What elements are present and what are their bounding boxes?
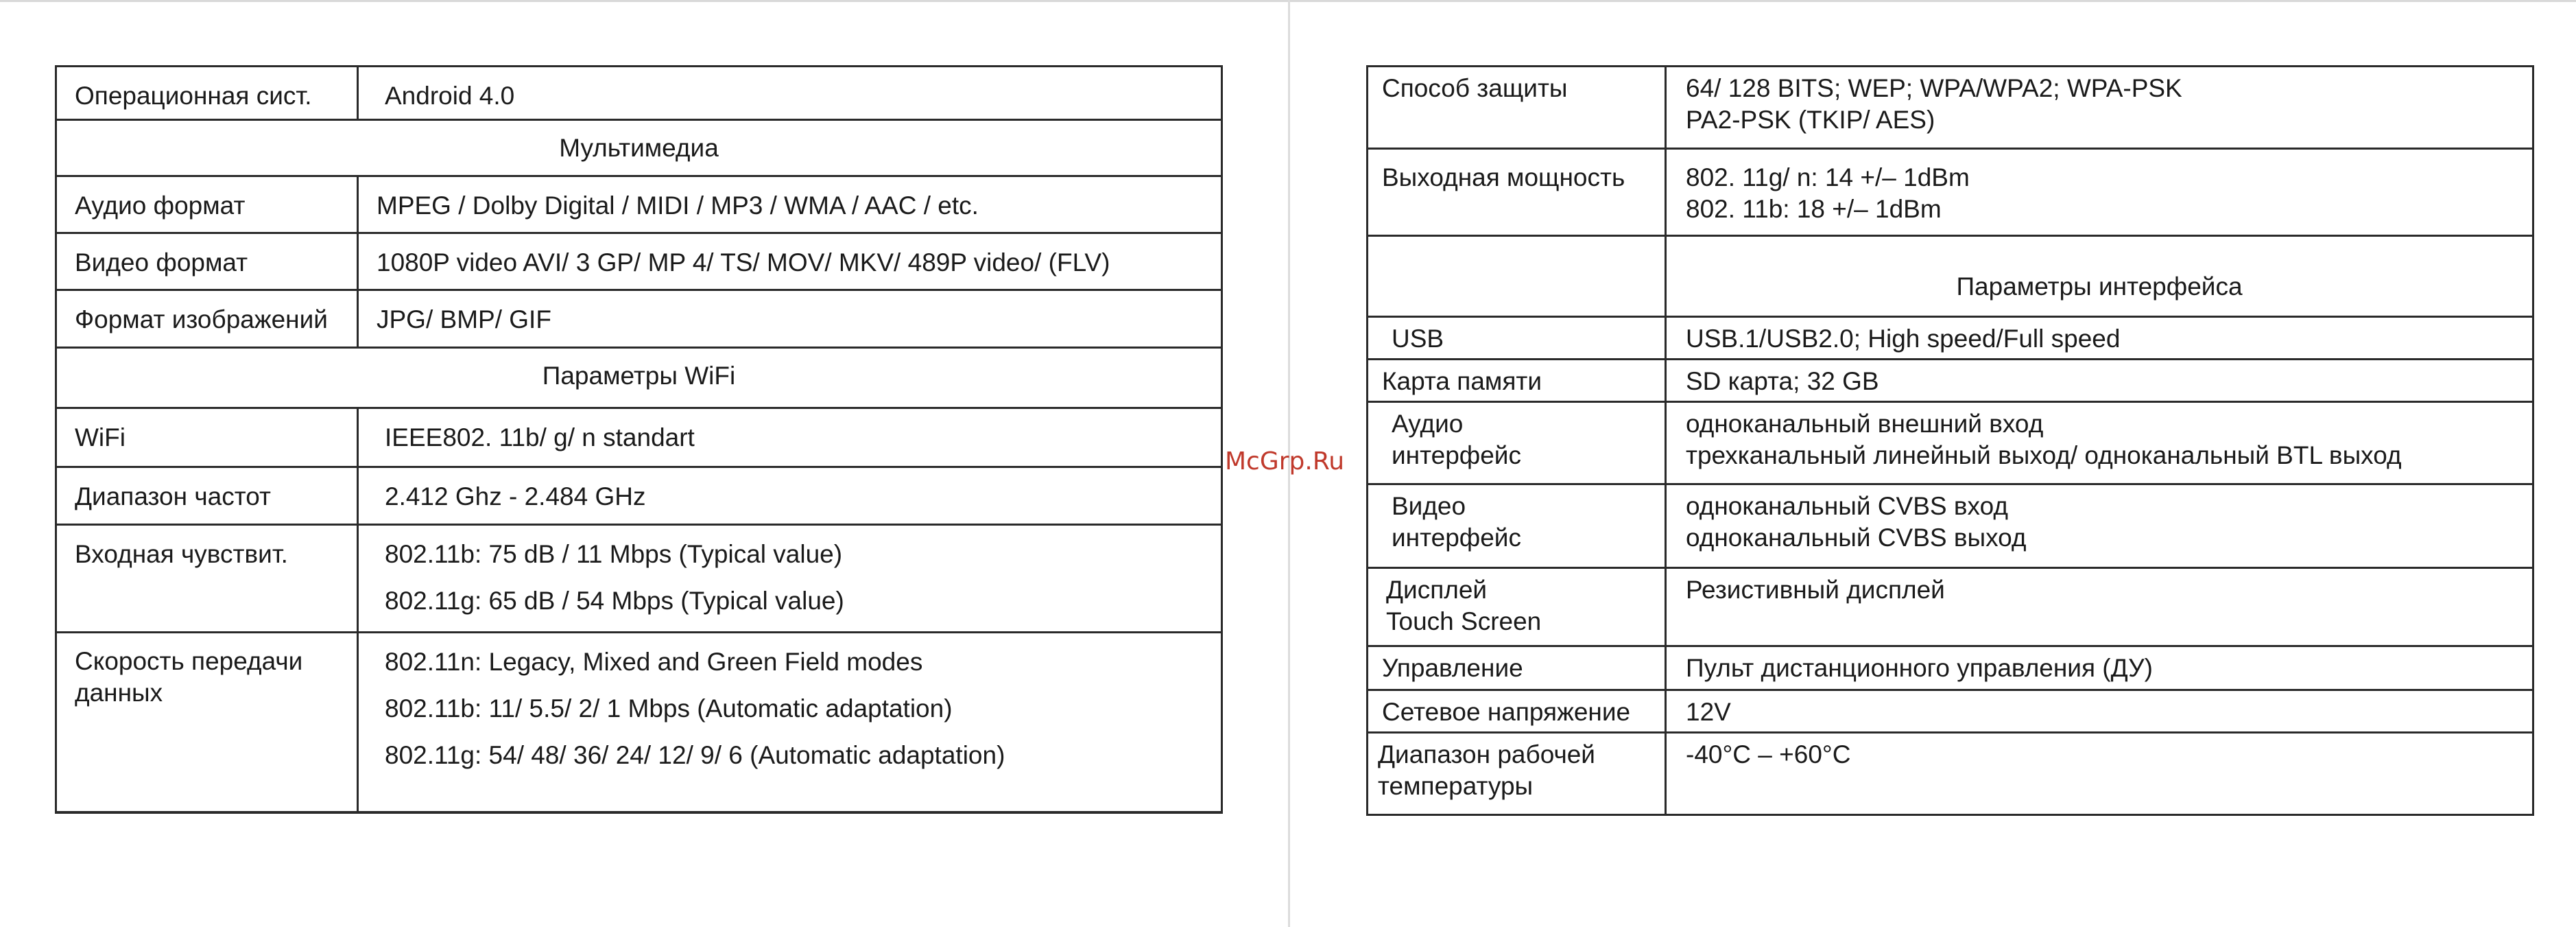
- table-row: [1368, 67, 2533, 149]
- spec-value: MPEG / Dolby Digital / MIDI / MP3 / WMA / AAC / etc.: [358, 176, 1222, 233]
- spec-value: JPG/ BMP/ GIF: [358, 290, 1222, 348]
- table-row: [56, 408, 1222, 467]
- spec-value: USB.1/USB2.0; High speed/Full speed: [1666, 317, 2533, 360]
- section-header: Параметры интерфейса: [1666, 236, 2533, 317]
- spec-label: Видео интерфейс: [1368, 484, 1666, 568]
- spec-value: Android 4.0: [358, 67, 1222, 120]
- spec-label: Диапазон частот: [56, 467, 358, 525]
- spec-value: 802.11b: 75 dB / 11 Mbps (Typical value) 802.11g: 65 dB / 54 Mbps (Typical value): [358, 525, 1222, 633]
- spec-value: одноканальный внешний вход трехканальный линейный выход/ одноканальный BTL выход: [1666, 402, 2533, 484]
- spec-value: Пульт дистанционного управления (ДУ): [1666, 646, 2533, 690]
- table-row: [1368, 360, 2533, 402]
- table-row: [56, 67, 1222, 120]
- spec-label: Карта памяти: [1368, 360, 1666, 402]
- spec-value: Резистивный дисплей: [1666, 568, 2533, 646]
- section-empty-cell: [1368, 236, 1666, 317]
- spec-value: 12V: [1666, 690, 2533, 733]
- table-row: [1368, 733, 2533, 815]
- spec-label: Выходная мощность: [1368, 149, 1666, 236]
- left-spec-table: [55, 65, 1223, 814]
- spec-value: 802. 11g/ n: 14 +/– 1dBm 802. 11b: 18 +/– 1dBm: [1666, 149, 2533, 236]
- spec-value: одноканальный CVBS вход одноканальный CVBS выход: [1666, 484, 2533, 568]
- spec-label: Способ защиты: [1368, 67, 1666, 149]
- table-row: [56, 525, 1222, 633]
- table-row: [56, 176, 1222, 233]
- section-header: Параметры WiFi: [56, 348, 1222, 408]
- table-row: [1368, 317, 2533, 360]
- table-row: [1368, 646, 2533, 690]
- table-row: [56, 233, 1222, 290]
- spec-label: Входная чувствит.: [56, 525, 358, 633]
- spec-label: Операционная сист.: [56, 67, 358, 120]
- watermark-text: McGrp.Ru: [1225, 447, 1345, 476]
- spec-value: IEEE802. 11b/ g/ n standart: [358, 408, 1222, 467]
- table-row: [1368, 484, 2533, 568]
- spec-value: 1080P video AVI/ 3 GP/ MP 4/ TS/ MOV/ MKV/ 489P video/ (FLV): [358, 233, 1222, 290]
- right-spec-table: [1366, 65, 2534, 816]
- table-row: [56, 467, 1222, 525]
- spec-label: Управление: [1368, 646, 1666, 690]
- spec-value: -40°C – +60°C: [1666, 733, 2533, 815]
- table-row: [56, 290, 1222, 348]
- spec-value: 2.412 Ghz - 2.484 GHz: [358, 467, 1222, 525]
- spec-label: Аудио формат: [56, 176, 358, 233]
- section-row: [56, 120, 1222, 176]
- spec-label: WiFi: [56, 408, 358, 467]
- section-row: [56, 348, 1222, 408]
- spec-value: 64/ 128 BITS; WEP; WPA/WPA2; WPA-PSK PA2-PSK (TKIP/ AES): [1666, 67, 2533, 149]
- section-row: [1368, 236, 2533, 317]
- table-row: [1368, 402, 2533, 484]
- table-row: [56, 633, 1222, 812]
- spec-label: Формат изображений: [56, 290, 358, 348]
- spec-label: Аудио интерфейс: [1368, 402, 1666, 484]
- spec-label: Сетевое напряжение: [1368, 690, 1666, 733]
- spec-value: SD карта; 32 GB: [1666, 360, 2533, 402]
- spec-label: Видео формат: [56, 233, 358, 290]
- spec-value: 802.11n: Legacy, Mixed and Green Field modes 802.11b: 11/ 5.5/ 2/ 1 Mbps (Automatic adaptation) 802.11g: 54/ 48/ 36/ 24/ 12/ 9/ 6 (Automatic adaptation): [358, 633, 1222, 812]
- spec-label: Дисплей Touch Screen: [1368, 568, 1666, 646]
- table-row: [1368, 568, 2533, 646]
- spec-label: Скорость передачи данных: [56, 633, 358, 812]
- section-header: Мультимедиа: [56, 120, 1222, 176]
- table-row: [1368, 690, 2533, 733]
- table-row: [1368, 149, 2533, 236]
- spec-label: USB: [1368, 317, 1666, 360]
- spec-label: Диапазон рабочей температуры: [1368, 733, 1666, 815]
